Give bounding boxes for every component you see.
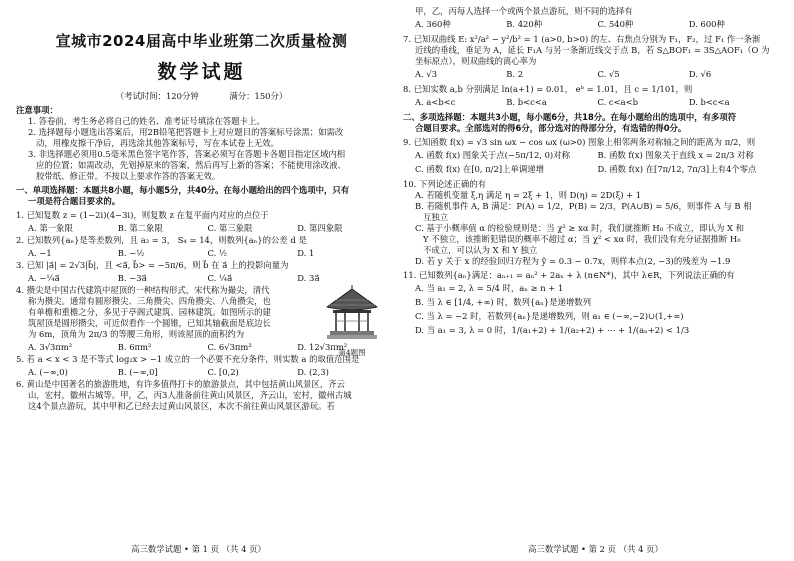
option-a: A. 当 a₁ = 2, λ = 5/4 时，aₙ ≥ n + 1 [415,283,564,293]
notice-heading: 注意事项： [16,105,58,115]
notice-2: 2. 选择题每小题选出答案后，用2B铅笔把答题卡上对应题目的答案标号涂黑；如需改 [28,127,344,137]
section-1-heading-cont: 一项是符合题目要求的。 [28,196,121,206]
question-6-line: 这4个景点游玩，其中甲和乙已经去过黄山风景区，本次不前往黄山风景区游玩。若 [28,401,335,411]
page-footer: 高三数学试题 • 第 2 页 （共 4 页） [528,544,663,554]
page-1-content [16,6,387,412]
page-footer: 高三数学试题 • 第 1 页 （共 4 页） [131,544,266,554]
question-6-continued: 甲，乙，丙每人选择一个或两个景点游玩，则不同的选择有 [415,6,633,16]
exam-title: 宣城市2024届高中毕业班第二次质量检测 [55,32,348,50]
option-c: C. 第三象限 [207,223,253,233]
option-c: C. √5 [597,69,620,79]
option-c-cont2: 不成立，可以认为 X 和 Y 独立 [423,245,538,255]
option-d: D. 第四象限 [297,223,343,233]
option-b-cont: 互独立 [423,212,449,222]
question-6-line: 山，宏村，徽州古城等。甲，乙，丙3人准备前往黄山风景区，齐云山，宏村，徽州古城 [28,390,352,400]
option-b: B. 420种 [506,19,543,29]
question-5-options [16,365,387,379]
exam-page-2 [397,0,794,561]
question-3: 3. 已知 |a⃗| = 2√3|b⃗|，且 <a⃗, b⃗> = −5π/6，则 b⃗ 在 a⃗ 上的投影向量为 [16,260,289,270]
question-11: 11. 已知数列{aₙ}满足：aₙ₊₁ = aₙ² + 2aₙ + λ (n∈N*)，其中 λ∈R，下列说法正确的有 [403,270,735,280]
option-a: A. 第一象限 [28,223,73,233]
option-a: A. 3√3πm² [28,342,73,352]
question-8-options [403,95,780,109]
option-a: A. 360种 [415,19,451,29]
option-a: A. −¼a⃗ [28,273,60,283]
option-c: C. 540种 [597,19,634,29]
section-2-heading: 二、多项选择题：本题共3小题，每小题6分，共18分。在每小题给出的选项中，有多项符 [403,112,737,122]
question-6-options [403,17,780,31]
option-a: A. (−∞,0) [28,367,68,377]
question-9-options-row2 [403,162,780,176]
option-a: A. 若随机变量 ξ,η 满足 η = 2ξ + 1，则 D(η) = 2D(ξ) + 1 [415,190,642,200]
option-c: C. c<a<b [597,97,639,107]
pavilion-figure [321,283,383,358]
option-a: A. −1 [28,248,52,258]
question-4-line: 4. 攒尖是中国古代建筑中屋顶的一种结构形式，宋代称为撮尖，清代 [16,285,270,295]
exam-score: 满分：150分） [229,91,288,101]
option-d: D. 函数 f(x) 在[7π/12, 7π/3]上有4个零点 [597,164,757,174]
question-7-line: 坐标原点），则双曲线的离心率为 [415,56,537,66]
option-b: B. 若随机事件 A, B 满足：P(A) = 1/2，P(B) = 2/3，P(A∪B) = 5/6，则事件 A 与 B 相 [415,201,752,211]
option-b: B. 2 [506,69,524,79]
section-1-heading: 一、单项选择题：本题共8小题，每小题5分，共40分。在每小题给出的四个选项中，只有 [16,185,350,195]
pavilion-icon [321,283,383,343]
question-8: 8. 已知实数 a,b 分别满足 ln(a+1) = 0.01， eᵇ = 1.01，且 c = 1/101，则 [403,84,693,94]
option-b: B. 第二象限 [117,223,163,233]
notice-1: 1. 答卷前，考生务必将自己的姓名、准考证号填涂在答题卡上。 [28,116,265,126]
option-d: D. b<c<a [688,97,730,107]
option-a: A. √3 [415,69,438,79]
question-7-options [403,67,780,81]
notice-3-cont: 应的位置；如需改动，先划掉原来的答案，然后再写上新的答案；不能使用涂改液、 [36,160,346,170]
option-c: C. ¼a⃗ [207,273,233,283]
page-2-content [403,6,780,337]
option-b: B. b<c<a [506,97,547,107]
option-d: D. 3a⃗ [297,273,320,283]
question-9: 9. 已知函数 f(x) = √3 sin ωx − cos ωx (ω>0) 图象上相邻两条对称轴之间的距离为 π/2，则 [403,137,756,147]
question-4-line: 为 6m，顶角为 2π/3 的等腰三角形，则该屋顶的面积约为 [28,329,245,339]
question-7-line: 近线的垂线，垂足为 A，延长 F₁A 与另一条渐近线交于点 B，若 S△BOF₁ = 3S△AOF₁（O 为 [415,45,770,55]
question-7-line: 7. 已知双曲线 E: x²/a² − y²/b² = 1 (a>0, b>0) 的左、右焦点分别为 F₁，F₂，过 F₁ 作一条渐 [403,34,761,44]
option-b: B. 6πm² [117,342,152,352]
notice-2-cont: 动，用橡皮擦干净后，再选涂其他答案标号，写在本试卷上无效。 [36,138,279,148]
option-c: C. ½ [207,248,228,258]
option-d: D. (2,3) [297,367,329,377]
option-c-cont: Y 不独立，该推断犯错误的概率不超过 α；当 χ² < xα 时，我们没有充分证据推断 H₀ [423,234,741,244]
question-2: 2. 已知数列{aₙ}是等差数列，且 a₂ = 3， S₄ = 14，则数列{aₙ}的公差 d 是 [16,235,307,245]
exam-time: （考试时间：120分钟 [115,91,199,101]
option-d: D. 若 y 关于 x 的经验回归方程为 ŷ = 0.3 − 0.7x，则样本点(2, −3)的残差为 −1.9 [415,256,731,266]
question-4-line: 有单檐和重檐之分，多见于亭阁式建筑、园林建筑。如图所示的建 [28,307,271,317]
section-2-heading-cont: 合题目要求。全部选对的得6分，部分选对的得部分分，有选错的得0分。 [415,123,687,133]
option-c: C. 当 λ = −2 时，若数列{aₙ}是递增数列，则 a₁ ∈ (−∞,−2)∪(1,+∞) [415,311,684,321]
exam-meta [16,90,387,102]
figure-caption: 第4题图 [338,348,366,357]
option-c: C. 函数 f(x) 在[0, π/2]上单调递增 [415,164,544,174]
question-1-options [16,221,387,235]
option-d: D. 600种 [688,19,725,29]
question-10: 10. 下列论述正确的有 [403,179,486,189]
option-b: B. 函数 f(x) 图象关于直线 x = 2π/3 对称 [597,150,754,160]
notice-3-cont2: 胶带纸、修正带。不按以上要求作答的答案无效。 [36,171,221,181]
question-4-line: 筑屋顶是圆形攒尖，可近似看作一个圆锥，已知其轴截面是底边长 [28,318,271,328]
option-a: A. a<b<c [415,97,456,107]
option-b: B. 当 λ ∈ [1/4, +∞) 时，数列{aₙ}是递增数列 [415,297,591,307]
option-d: D. 1 [297,248,315,258]
option-c: C. 6√3πm² [207,342,252,352]
subject-title: 数学试题 [157,61,246,83]
option-c: C. 基于小概率值 α 的检验规则是：当 χ² ≥ xα 时，我们就推断 H₀ 不成立，即认为 X 和 [415,223,745,233]
question-4-text [16,285,291,340]
option-d: D. √6 [688,69,712,79]
option-a: A. 函数 f(x) 图象关于点(−5π/12, 0)对称 [415,150,570,160]
notice-3: 3. 非选择题必须用0.5毫米黑色签字笔作答，答案必须写在答题卡各题目指定区域内相 [28,149,346,159]
option-c: C. [0,2) [207,367,239,377]
question-5: 5. 若 a < x < 3 是不等式 log₂x > −1 成立的一个必要不充分条件，则实数 a 的取值范围是 [16,354,360,364]
question-9-options-row1 [403,148,780,162]
option-b: B. −3a⃗ [117,273,147,283]
question-1: 1. 已知复数 z = (1−2i)(4−3i)，则复数 z 在复平面内对应的点位于 [16,210,269,220]
option-b: B. −½ [117,248,145,258]
option-d: D. 当 a₁ = 3, λ = 0 时，1/(a₁+2) + 1/(a₂+2) + ⋯ + 1/(aₙ+2) < 1/3 [415,325,690,335]
question-2-options [16,246,387,260]
question-4-line: 称为攒尖。通常有圆形攒尖、三角攒尖、四角攒尖、八角攒尖，也 [28,296,271,306]
option-b: B. (−∞,0] [117,367,158,377]
question-6-line: 6. 黄山是中国著名的旅游胜地，有许多值得打卡的旅游景点，其中包括黄山风景区，齐云 [16,379,345,389]
option-d: D. 12√3πm² [297,342,348,352]
